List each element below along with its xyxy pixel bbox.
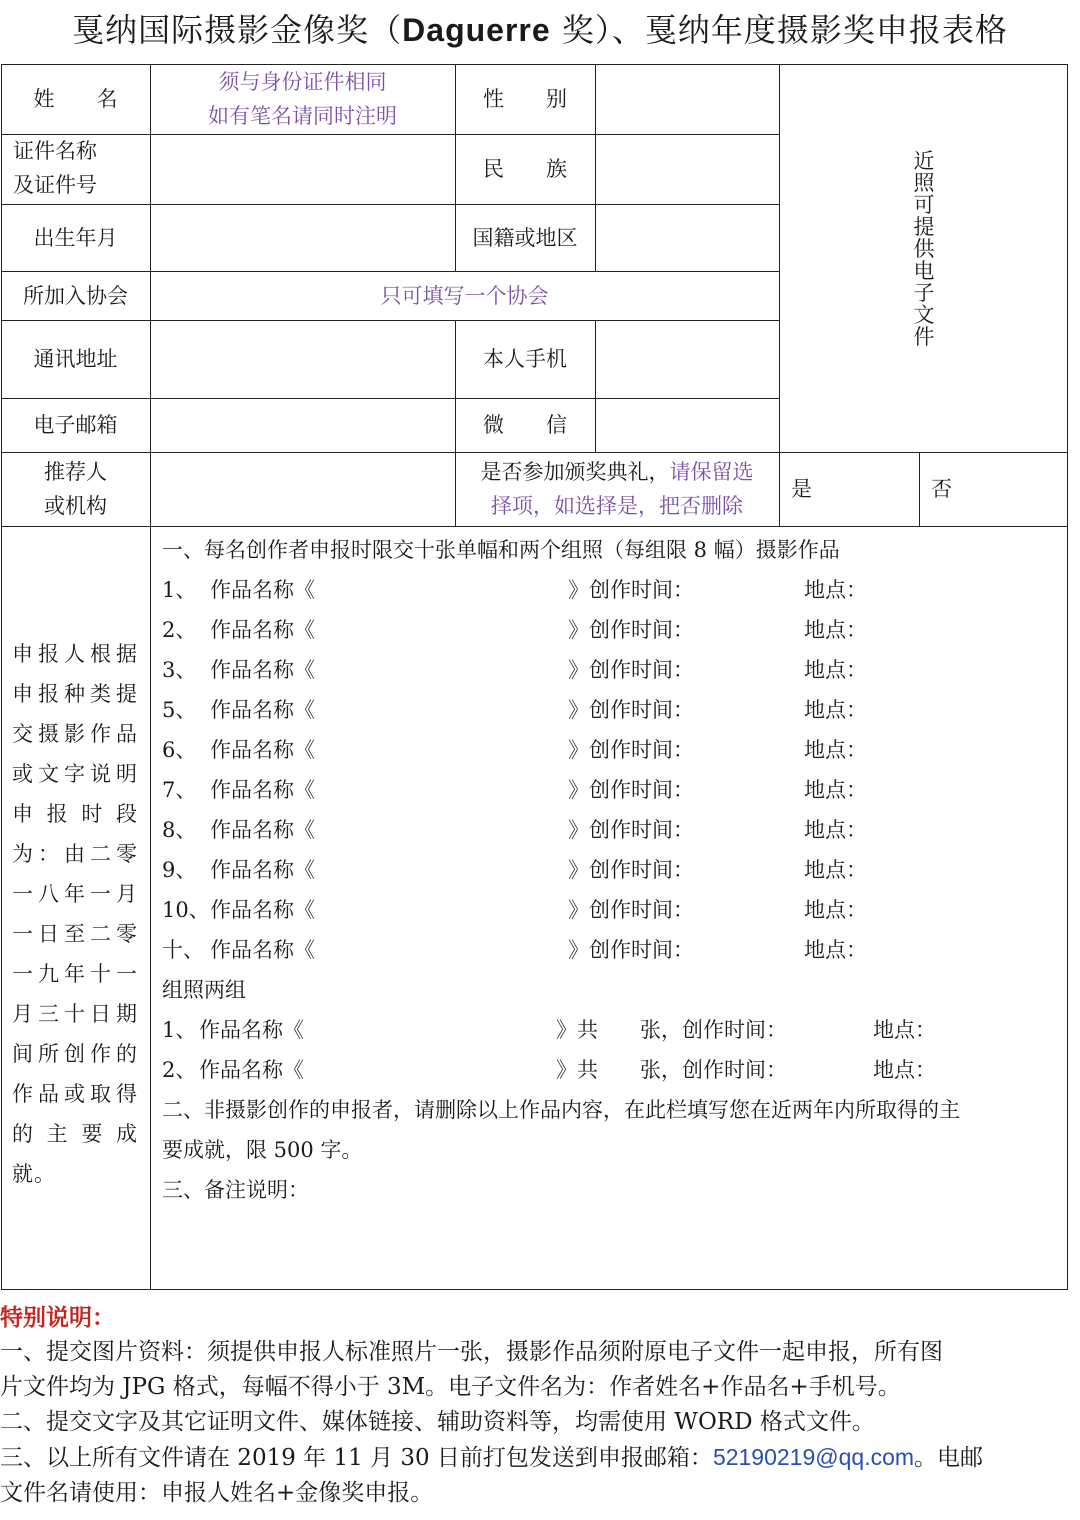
ceremony-question-line2: 择项，如选择是，把否删除 bbox=[491, 494, 743, 518]
photo-hint-char: 供 bbox=[913, 237, 935, 261]
work-name-label: 作品名称《 bbox=[210, 698, 315, 722]
mobile-field[interactable] bbox=[595, 320, 779, 398]
work-name-label: 作品名称《 bbox=[210, 858, 315, 882]
group-title: 组照两组 bbox=[162, 978, 246, 1002]
work-num: 7、 bbox=[162, 778, 197, 802]
name-hint-line2: 如有笔名请同时注明 bbox=[208, 104, 397, 128]
photo-hint bbox=[908, 150, 940, 348]
work-time-label: 》创作时间： bbox=[568, 698, 694, 722]
work-place-label: 地点： bbox=[804, 898, 867, 922]
work-time-label: 》创作时间： bbox=[568, 658, 694, 682]
ceremony-question-hint: 请保留选 bbox=[669, 460, 754, 484]
work-name-label: 作品名称《 bbox=[210, 738, 315, 762]
work-name-label: 作品名称《 bbox=[210, 658, 315, 682]
work-place-label: 地点： bbox=[804, 618, 867, 642]
nationality-label: 国籍或地区 bbox=[472, 225, 578, 250]
work-num: 5、 bbox=[162, 698, 197, 722]
work-place-label: 地点： bbox=[804, 818, 867, 842]
desc-line: 交摄影作品 bbox=[12, 722, 138, 746]
desc-line: 一九年十一 bbox=[12, 962, 138, 986]
submission-email-link[interactable]: 52190219@qq.com bbox=[712, 1444, 915, 1470]
work-name-label: 作品名称《 bbox=[210, 898, 315, 922]
submission-description bbox=[12, 634, 138, 1194]
desc-line: 作品或取得 bbox=[12, 1082, 138, 1106]
id-label-line2: 及证件号 bbox=[13, 173, 97, 197]
work-place-label: 地点： bbox=[804, 698, 867, 722]
work-time-label: 》创作时间： bbox=[568, 578, 694, 602]
birth-label: 出生年月 bbox=[33, 225, 118, 250]
desc-line: 申报种类提 bbox=[12, 682, 138, 706]
group-work-time-label: 张，创作时间： bbox=[640, 1058, 787, 1082]
form-title-after: 奖）、戛纳年度摄影奖申报表格 bbox=[550, 11, 1008, 49]
birth-field[interactable] bbox=[150, 204, 455, 271]
work-num: 1、 bbox=[162, 578, 197, 602]
name-hint-line1: 须与身份证件相同 bbox=[218, 70, 387, 94]
referrer-label bbox=[1, 452, 150, 526]
photo-hint-char: 子 bbox=[913, 281, 935, 305]
id-label bbox=[1, 134, 150, 204]
id-label-line1: 证件名称 bbox=[13, 139, 97, 163]
gender-label: 性 别 bbox=[483, 87, 567, 111]
desc-line: 申报人根据 bbox=[12, 642, 138, 666]
desc-line: 间所创作的 bbox=[12, 1042, 138, 1066]
email-field[interactable] bbox=[150, 398, 455, 452]
work-place-label: 地点： bbox=[804, 738, 867, 762]
association-label: 所加入协会 bbox=[23, 283, 128, 308]
id-field[interactable] bbox=[150, 134, 455, 204]
name-field[interactable] bbox=[150, 64, 455, 134]
photo-hint-char: 近 bbox=[913, 149, 935, 173]
form-title bbox=[0, 6, 1080, 54]
non-photo-line2: 要成就，限 500 字。 bbox=[162, 1138, 363, 1162]
group-work-name-label: 作品名称《 bbox=[199, 1018, 304, 1042]
ceremony-yes-option[interactable]: 是 bbox=[791, 477, 812, 501]
work-time-label: 》创作时间： bbox=[568, 858, 694, 882]
wechat-label: 微 信 bbox=[483, 413, 567, 437]
work-num: 10、 bbox=[162, 898, 210, 922]
remarks-field[interactable] bbox=[162, 1212, 1052, 1282]
association-field[interactable]: 只可填写一个协会 bbox=[380, 283, 549, 308]
photo-hint-char: 照 bbox=[913, 171, 935, 195]
notes-heading: 特别说明： bbox=[0, 1304, 115, 1331]
work-time-label: 》创作时间： bbox=[568, 778, 694, 802]
photo-hint-char: 提 bbox=[913, 215, 935, 239]
ceremony-question bbox=[455, 452, 779, 526]
work-num: 2、 bbox=[162, 618, 197, 642]
group-work-num: 1、 bbox=[162, 1018, 197, 1042]
work-name-label: 作品名称《 bbox=[210, 778, 315, 802]
mobile-label: 本人手机 bbox=[483, 347, 567, 371]
ethnicity-field[interactable] bbox=[595, 134, 779, 204]
desc-line: 月三十日期 bbox=[12, 1002, 138, 1026]
desc-line: 一八年一月 bbox=[12, 882, 138, 906]
work-time-label: 》创作时间： bbox=[568, 898, 694, 922]
special-notes bbox=[0, 1300, 1080, 1511]
work-num: 6、 bbox=[162, 738, 197, 762]
referrer-label-line1: 推荐人 bbox=[44, 460, 107, 484]
row-divider bbox=[1, 526, 1068, 527]
desc-line: 为：由二零 bbox=[12, 842, 138, 866]
work-name-label: 作品名称《 bbox=[210, 618, 315, 642]
ceremony-question-text: 是否参加颁奖典礼， bbox=[480, 460, 670, 484]
address-label: 通讯地址 bbox=[33, 347, 118, 371]
notes-line bbox=[0, 1440, 1080, 1476]
notes-line: 片文件均为 JPG 格式，每幅不得小于 3M。电子文件名为：作者姓名+作品名+手机号。 bbox=[0, 1374, 901, 1400]
ceremony-question-line1 bbox=[481, 455, 754, 489]
notes-line4-tail: 。电邮 bbox=[914, 1445, 984, 1471]
work-num: 十、 bbox=[162, 938, 204, 962]
ethnicity-label: 民 族 bbox=[483, 157, 567, 181]
wechat-field[interactable] bbox=[595, 398, 779, 452]
email-label: 电子邮箱 bbox=[33, 413, 118, 437]
photo-hint-char: 件 bbox=[913, 325, 935, 349]
work-place-label: 地点： bbox=[804, 938, 867, 962]
ceremony-no-option[interactable]: 否 bbox=[931, 477, 952, 501]
group-work-num: 2、 bbox=[162, 1058, 197, 1082]
notes-line: 一、提交图片资料：须提供申报人标准照片一张，摄影作品须附原电子文件一起申报，所有图 bbox=[0, 1339, 943, 1365]
desc-line: 或文字说明 bbox=[12, 762, 138, 786]
work-time-label: 》创作时间： bbox=[568, 738, 694, 762]
address-field[interactable] bbox=[150, 320, 455, 398]
work-time-label: 》创作时间： bbox=[568, 938, 694, 962]
nationality-field[interactable] bbox=[595, 204, 779, 271]
group-work-time-label: 张，创作时间： bbox=[640, 1018, 787, 1042]
group-work-count-label: 》共 bbox=[556, 1058, 598, 1082]
desc-line: 就。 bbox=[12, 1162, 56, 1186]
name-label: 姓 名 bbox=[33, 87, 118, 111]
referrer-label-line2: 或机构 bbox=[44, 494, 107, 518]
work-place-label: 地点： bbox=[804, 578, 867, 602]
referrer-field[interactable] bbox=[150, 452, 455, 526]
photo-hint-char: 可 bbox=[913, 193, 935, 217]
work-num: 9、 bbox=[162, 858, 197, 882]
group-work-count-label: 》共 bbox=[556, 1018, 598, 1042]
group-work-place-label: 地点： bbox=[873, 1058, 936, 1082]
photo-hint-char: 文 bbox=[913, 303, 935, 327]
work-place-label: 地点： bbox=[804, 658, 867, 682]
work-name-label: 作品名称《 bbox=[210, 818, 315, 842]
gender-field[interactable] bbox=[595, 64, 779, 134]
remarks-label: 三、备注说明： bbox=[162, 1178, 309, 1202]
works-intro: 一、每名创作者申报时限交十张单幅和两个组照（每组限 8 幅）摄影作品 bbox=[162, 538, 840, 562]
work-time-label: 》创作时间： bbox=[568, 818, 694, 842]
desc-line: 申报时段 bbox=[12, 802, 138, 826]
work-place-label: 地点： bbox=[804, 778, 867, 802]
form-title-before: 戛纳国际摄影金像奖（ bbox=[72, 11, 403, 49]
desc-line: 的主要成 bbox=[12, 1122, 138, 1146]
form-title-latin: Daguerre bbox=[402, 12, 551, 48]
notes-line: 文件名请使用：申报人姓名+金像奖申报。 bbox=[0, 1480, 434, 1506]
notes-line4-text: 三、以上所有文件请在 2019 年 11 月 30 日前打包发送到申报邮箱： bbox=[0, 1445, 713, 1471]
work-time-label: 》创作时间： bbox=[568, 618, 694, 642]
notes-line: 二、提交文字及其它证明文件、媒体链接、辅助资料等，均需使用 WORD 格式文件。 bbox=[0, 1409, 875, 1435]
photo-hint-char: 电 bbox=[913, 259, 935, 283]
work-name-label: 作品名称《 bbox=[210, 578, 315, 602]
group-work-place-label: 地点： bbox=[873, 1018, 936, 1042]
desc-line: 一日至二零 bbox=[12, 922, 138, 946]
group-work-name-label: 作品名称《 bbox=[199, 1058, 304, 1082]
non-photo-line1: 二、非摄影创作的申报者，请删除以上作品内容，在此栏填写您在近两年内所取得的主 bbox=[162, 1098, 960, 1122]
work-place-label: 地点： bbox=[804, 858, 867, 882]
work-name-label: 作品名称《 bbox=[210, 938, 315, 962]
work-num: 3、 bbox=[162, 658, 197, 682]
work-num: 8、 bbox=[162, 818, 197, 842]
